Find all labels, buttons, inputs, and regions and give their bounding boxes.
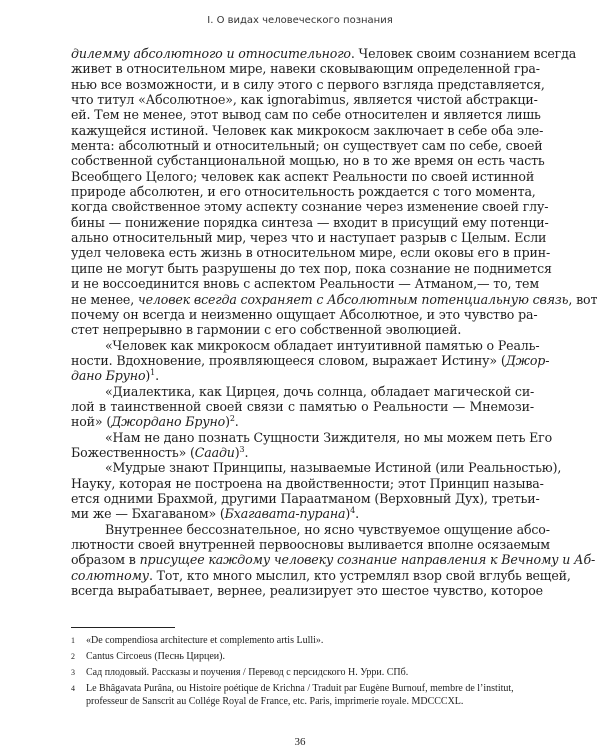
text-segment: всегда вырабатывает, вернее, реализирует это шестое чувство, которое (71, 583, 543, 599)
footnote-text: Le Bhâgavata Purâna, ou Histoire poétique de Krichna / Traduit par Eugène Burnouf, membre de l’institut, professeur de Sanscrit au Collége Royal de France, etc. Paris, imprimerie royale. MDCCCXL. (86, 683, 514, 707)
text-segment: «Диалектика, как Цирцея, дочь солнца, обладает магической си- (105, 383, 535, 399)
text-segment: Джордано Бруно (111, 414, 226, 430)
running-header: I. О видах человеческого познания (207, 15, 393, 26)
text-segment: и не воссоединится вновь с аспектом Реальности — Атманом,— то, тем (71, 276, 539, 292)
page-number: 36 (294, 736, 306, 748)
text-segment: человек всегда сохраняет с Абсолютным потенциальную связь (137, 291, 569, 307)
text-line (71, 138, 543, 154)
text-segment: ной» ( (71, 414, 112, 430)
text-segment: дано Бруно (71, 368, 146, 384)
text-line (71, 169, 534, 184)
text-segment: ми же — Бхагаваном» ( (71, 506, 225, 522)
footnote-number: 3 (71, 668, 75, 677)
text-segment: солютному (71, 567, 149, 583)
text-segment: когда свойственное этому аспекту сознание через изменение своей глу- (71, 199, 549, 215)
text-line (71, 153, 545, 169)
text-line (71, 122, 544, 138)
text-segment: собственной субстанциональной мощью, но в то же время он есть часть (71, 153, 545, 169)
text-line (71, 322, 534, 337)
text-line (71, 245, 551, 261)
footnote-divider (71, 627, 175, 628)
text-segment: образом в (71, 552, 140, 568)
text-line (71, 46, 577, 61)
text-line (71, 475, 544, 491)
text-segment: ) (234, 444, 240, 460)
text-segment: Божественность» ( (71, 444, 195, 460)
footnote-ref: 3 (239, 444, 245, 454)
text-line (71, 184, 534, 199)
footnote-ref: 2 (229, 414, 235, 424)
text-line (71, 445, 534, 460)
text-line (71, 460, 562, 476)
text-line (71, 214, 549, 230)
text-line (71, 61, 540, 77)
text-segment: ) (225, 414, 230, 430)
footnote (71, 682, 534, 708)
text-segment: нью все возможности, и в силу этого с первого взгляда представляется, (71, 76, 545, 92)
text-line (71, 567, 571, 583)
footnote-ref: 1 (150, 368, 156, 378)
text-segment: почему он всегда и неизменно ощущает Абсолютное, и это чувство ра- (71, 306, 538, 322)
text-segment: «Нам не дано познать Сущности Зиждителя, но мы можем петь Его (105, 429, 553, 445)
text-line (71, 306, 538, 322)
text-line (71, 352, 550, 368)
text-line (71, 384, 534, 399)
text-line (71, 552, 596, 568)
text-segment: «Человек как микрокосм обладает интуитивной памятью о Реаль- (105, 337, 540, 353)
text-line (71, 521, 550, 537)
footnote (71, 666, 534, 679)
text-segment: живет в относительном мире, навеки сковывающим определенной гра- (71, 61, 540, 77)
footnote (71, 650, 534, 663)
footnote (71, 634, 534, 647)
text-segment: Всеобщего Целого; человек как аспект Реальности по своей истинной (71, 168, 535, 184)
text-segment: присущее каждому человеку сознание направления к Вечному и Аб- (139, 552, 596, 568)
text-line (71, 199, 549, 215)
text-line (71, 414, 534, 429)
text-segment: Джор- (505, 352, 550, 368)
text-segment: ципе не могут быть разрушены до тех пор, пока сознание не поднимется (71, 260, 552, 276)
text-line (71, 230, 547, 246)
text-segment: не менее, (71, 291, 138, 307)
text-segment: . Тот, кто много мыслил, кто устремлял взор свой вглубь вещей, (148, 567, 571, 583)
text-segment: стет непрерывно в гармонии с его собственной эволюцией. (71, 322, 462, 338)
text-segment: ей. Тем не менее, этот вывод сам по себе относителен и является лишь (71, 107, 541, 123)
text-segment: ) (145, 368, 151, 384)
text-segment: Саади (194, 444, 235, 460)
text-segment: Бхагавата-пурана (224, 506, 346, 522)
text-segment: ется одними Брахмой, другими Параатманом (Верховный Дух), третьи- (71, 490, 540, 506)
footnote-number: 2 (71, 652, 75, 661)
text-segment: лой в таинственной своей связи с памятью о Реальности — Мнемози- (71, 398, 534, 414)
text-segment: . (244, 444, 249, 460)
text-line (71, 76, 545, 92)
body-text (71, 46, 598, 599)
text-line (71, 429, 553, 445)
text-line (71, 260, 552, 276)
text-line (71, 276, 539, 292)
text-segment: удел человека есть жизнь в относительном мире, если оковы его в прин- (71, 245, 551, 261)
text-segment: . (355, 506, 359, 522)
text-line (71, 490, 540, 506)
text-segment: природе абсолютен, и его относительность рождается с того момента, (71, 184, 536, 200)
footnote-number: 1 (71, 636, 75, 645)
footnote-number: 4 (71, 684, 75, 693)
text-segment: , вот (568, 291, 598, 307)
text-segment: дилемму абсолютного и относительного (71, 46, 351, 61)
text-segment: . (234, 414, 239, 430)
text-segment: Науку, которая не построена на двойственности; этот Принцип называ- (71, 475, 544, 491)
footnote-text: Cantus Circoeus (Песнь Цирцеи). (86, 651, 225, 662)
text-line (71, 537, 550, 552)
text-line (71, 337, 540, 353)
text-segment: . Человек своим сознанием всегда (350, 46, 577, 61)
text-segment: «Мудрые знают Принципы, называемые Истиной (или Реальностью), (105, 460, 562, 476)
text-segment: . (155, 368, 159, 384)
text-segment: кажущейся истиной. Человек как микрокосм заключает в себе оба эле- (71, 122, 544, 138)
footnotes (71, 634, 534, 711)
text-line (71, 107, 541, 123)
text-segment: бины — понижение порядка синтеза — входит в присущий ему потенци- (71, 214, 549, 230)
text-segment: что титул «Абсолютное», как ignorabimus, является чистой абстракци- (71, 92, 538, 108)
text-segment: ности. Вдохновение, проявляющееся словом, выражает Истину» ( (71, 352, 506, 368)
text-line (71, 368, 534, 383)
text-segment: мента: абсолютный и относительный; он существует сам по себе, своей (71, 138, 543, 154)
text-segment: ) (345, 506, 351, 522)
text-line (71, 506, 534, 521)
text-segment: лютности своей внутренней первоосновы выливается вполне осязаемым (71, 537, 550, 552)
footnote-ref: 4 (350, 506, 356, 516)
text-line (71, 291, 598, 307)
footnote-text: Сад плодовый. Рассказы и поучения / Перевод с персидского Н. Урри. СПб. (86, 667, 409, 678)
text-line (71, 399, 534, 414)
footnote-text: «De compendiosa architecture et complemento artis Lulli». (86, 635, 324, 646)
text-segment: Внутреннее бессознательное, но ясно чувствуемое ощущение абсо- (105, 521, 550, 537)
text-line (71, 92, 538, 108)
text-line (71, 583, 543, 599)
text-segment: ально относительный мир, через что и наступает разрыв с Целым. Если (71, 230, 547, 246)
